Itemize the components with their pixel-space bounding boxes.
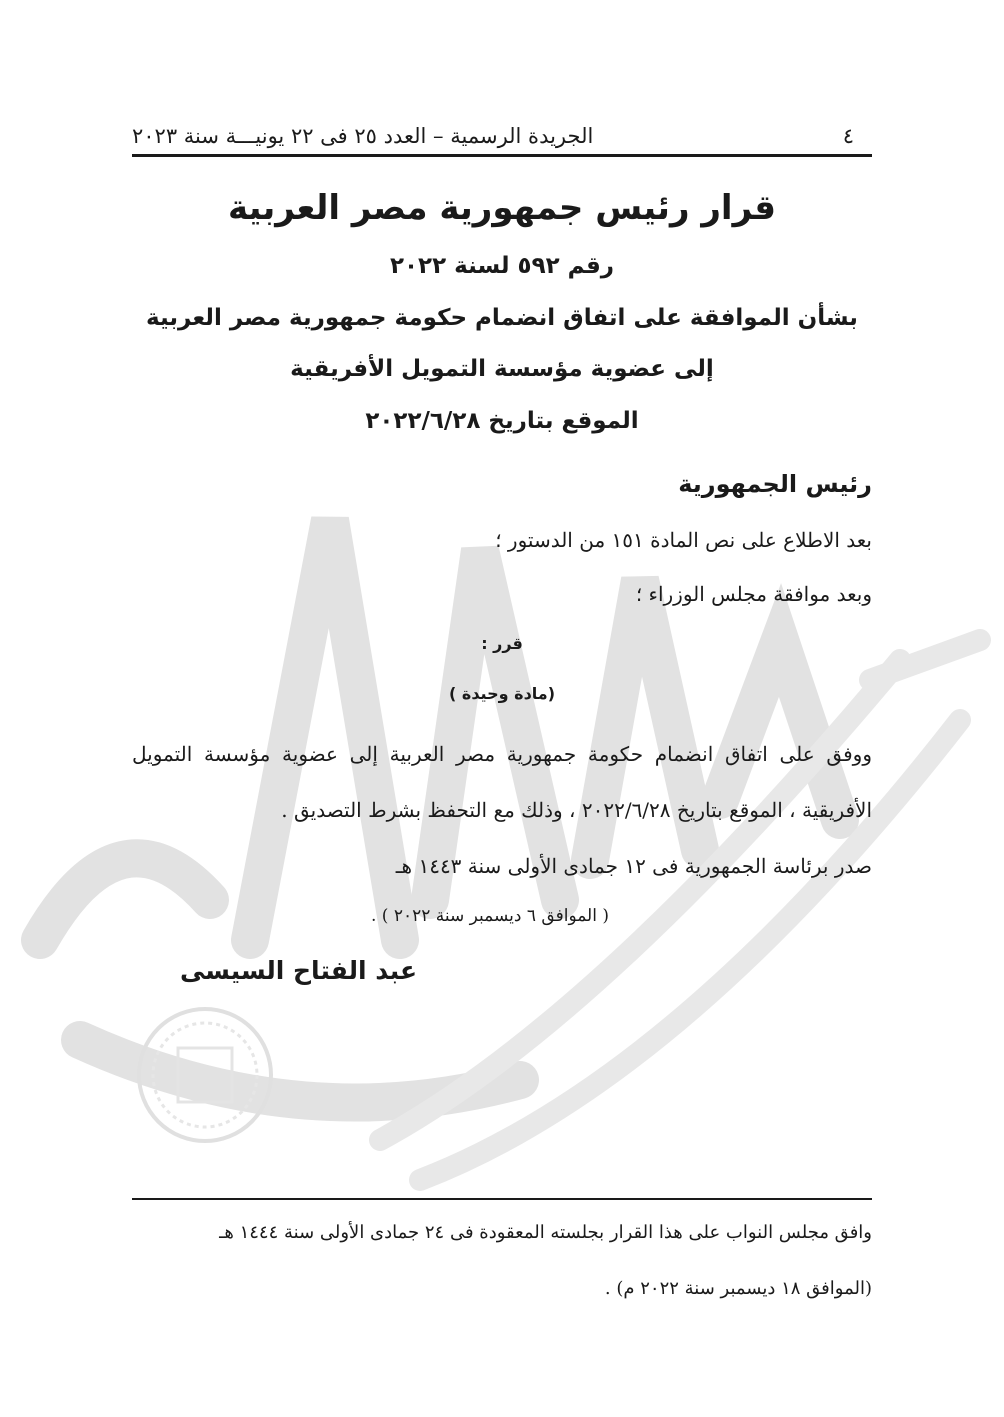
issued-at: صدر برئاسة الجمهورية فى ١٢ جمادى الأولى سنة ١٤٤٣ هـ <box>395 854 872 878</box>
preamble-line2: وبعد موافقة مجلس الوزراء ؛ <box>635 582 872 606</box>
running-head <box>132 108 872 148</box>
decided-heading: قرر : <box>481 634 523 653</box>
decree-subject-line2: إلى عضوية مؤسسة التمويل الأفريقية <box>290 356 714 382</box>
article-line2: الأفريقية ، الموقع بتاريخ ٢٠٢٢/٦/٢٨ ، وذلك مع التحفظ بشرط التصديق . <box>281 798 872 822</box>
page-number: ٤ <box>842 124 854 148</box>
preamble-line1: بعد الاطلاع على نص المادة ١٥١ من الدستور ؛ <box>495 528 872 552</box>
decree-title: قرار رئيس جمهورية مصر العربية <box>227 188 777 228</box>
decree-signed-date: الموقع بتاريخ ٢٠٢٢/٦/٢٨ <box>365 408 639 434</box>
emblem-seal-icon <box>130 1000 280 1150</box>
decree-subject-line1: بشأن الموافقة على اتفاق انضمام حكومة جمهورية مصر العربية <box>146 305 858 331</box>
article-line1: ووفق على اتفاق انضمام حكومة جمهورية مصر العربية إلى عضوية مؤسسة التمويل <box>132 742 872 766</box>
header-divider <box>132 154 872 157</box>
issuer-heading: رئيس الجمهورية <box>678 470 872 498</box>
watermark-graphic <box>0 380 1004 1200</box>
footnote-line2: (الموافق ١٨ ديسمبر سنة ٢٠٢٢ م) . <box>604 1278 872 1299</box>
signature: عبد الفتاح السيسى <box>180 956 418 985</box>
article-heading: (مادة وحيدة ) <box>448 684 556 703</box>
decree-number: رقم ٥٩٢ لسنة ٢٠٢٢ <box>389 253 615 279</box>
running-title: الجريدة الرسمية – العدد ٢٥ فى ٢٢ يونيـــة سنة ٢٠٢٣ <box>132 124 594 148</box>
footnote-line1: وافق مجلس النواب على هذا القرار بجلسته المعقودة فى ٢٤ جمادى الأولى سنة ١٤٤٤ هـ <box>219 1222 872 1243</box>
footnote-divider <box>132 1198 872 1200</box>
issued-gregorian: ( الموافق ٦ ديسمبر سنة ٢٠٢٢ ) . <box>370 906 609 926</box>
